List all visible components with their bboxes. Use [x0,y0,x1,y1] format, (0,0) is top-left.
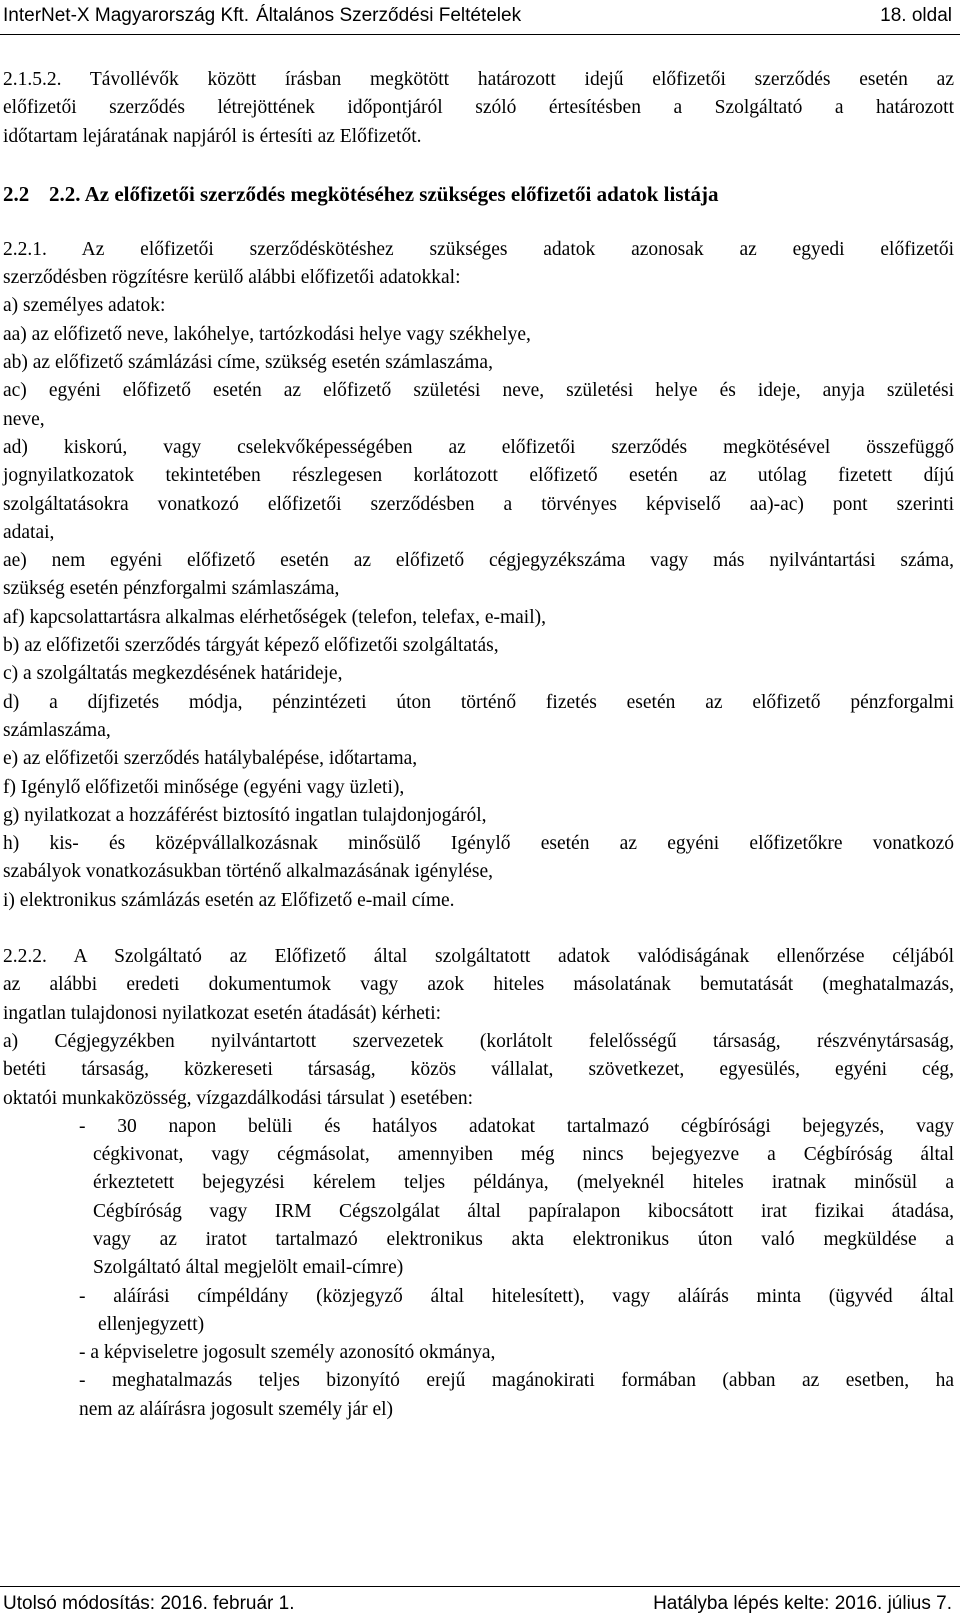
text-line: 2.2.2. A Szolgáltató az Előfizető által szolgáltatott adatok valódiságának ellenőrzése céljából [3,946,954,968]
text-line: Szolgáltató által megjelölt email-címre) [93,1257,404,1279]
dash-list-item [79,1283,954,1340]
text-line: oktatói munkaközösség, vízgazdálkodási társulat ) esetében: [3,1087,474,1109]
list-item: af) kapcsolattartásra alkalmas elérhetőségek (telefon, telefax, e-mail), [3,606,547,628]
text-line: - a képviseletre jogosult személy azonosító okmánya, [79,1342,496,1364]
page-footer [0,1590,960,1618]
text-line: Cégbíróság vagy IRM Cégszolgálat által papíralapon kibocsátott irat fizikai átadása, [93,1200,954,1222]
text-line: 2.2.1. Az előfizetői szerződéskötéshez szükséges adatok azonosak az egyedi előfizetői [3,238,954,260]
text-line: ingatlan tulajdonosi nyilatkozat esetén átadását) kérheti: [3,1002,442,1024]
header-document-title: Általános Szerződési Feltételek [256,5,522,26]
text-line: - aláírási címpéldány (közjegyző által hitelesített), vagy aláírás minta (ügyvéd által [79,1285,954,1307]
dash-list-item [79,1113,954,1283]
text-line: adatai, [3,521,55,543]
list-item: h) kis- és középvállalkozásnak minősülő Igénylő esetén az egyéni előfizetőkre vonatkozó [3,833,954,855]
text-line: neve, [3,408,45,430]
section-title: 2.2. Az előfizetői szerződés megkötéséhez szükséges előfizetői adatok listája [49,181,719,206]
paragraph-2-2-1 [3,236,954,915]
footer-last-modified: Utolsó módosítás: 2016. február 1. [3,1593,295,1614]
text-line: - meghatalmazás teljes bizonyító erejű magánokirati formában (abban az esetben, ha [79,1370,954,1392]
text-line: cégkivonat, vagy cégmásolat, amennyiben még nincs bejegyezve a Cégbíróság által [93,1144,954,1166]
text-line: szabályok vonatkozásukban történő alkalmazásának igénylése, [3,861,494,883]
text-line: nem az aláírásra jogosult személy jár el) [79,1398,394,1420]
list-item: e) az előfizetői szerződés hatálybalépése, időtartama, [3,748,418,770]
list-item: ae) nem egyéni előfizető esetén az előfizető cégjegyzékszáma vagy más nyilvántartási száma, [3,550,954,572]
page-header [0,2,960,30]
text-line: ellenjegyzett) [98,1313,205,1335]
footer-effective-date: Hatályba lépés kelte: 2016. július 7. [653,1593,952,1614]
text-line: érkeztetett bejegyzési kérelem teljes példánya, (melyeknél hiteles iratnak minősül a [93,1172,954,1194]
header-company: InterNet-X Magyarország Kft. [3,5,250,26]
list-item: ab) az előfizető számlázási címe, szükség esetén számlaszáma, [3,352,493,374]
dash-list-item [79,1367,954,1424]
list-item: a) személyes adatok: [3,295,166,317]
document-list [3,1113,954,1424]
list-item: aa) az előfizető neve, lakóhelye, tartózkodási helye vagy székhelye, [3,323,531,345]
document-body [3,66,954,1424]
text-line: - 30 napon belüli és hatályos adatokat tartalmazó cégbírósági bejegyzés, vagy [79,1115,954,1137]
text-line: jognyilatkozatok tekintetében részlegesen korlátozott előfizető esetén az utólag fizetett díjú [3,465,954,487]
text-line: szükség esetén pénzforgalmi számlaszáma, [3,578,340,600]
list-item: i) elektronikus számlázás esetén az Előfizető e-mail címe. [3,889,455,911]
text-line: időtartam lejáratának napjáról is értesíti az Előfizetőt. [3,125,422,147]
text-line: 2.1.5.2. Távollévők között írásban megkötött határozott idejű előfizetői szerződés esetén az [3,69,954,90]
list-item: g) nyilatkozat a hozzáférést biztosító ingatlan tulajdonjogáról, [3,804,487,826]
section-heading-2-2 [3,180,954,208]
paragraph-2-2-2 [3,943,954,1113]
list-item: a) Cégjegyzékben nyilvántartott szervezetek (korlátolt felelősségű társaság, részvénytársaság, [3,1030,954,1052]
paragraph-gap [3,915,954,943]
dash-list-item [79,1339,954,1367]
header-divider [0,34,960,35]
text-line: szolgáltatásokra vonatkozó előfizetői szerződésben a törvényes képviselő aa)-ac) pont szerinti [3,493,954,515]
text-line: az alábbi eredeti dokumentumok vagy azok hiteles másolatának bemutatását (meghatalmazás, [3,974,954,996]
text-line: számlaszáma, [3,719,111,741]
text-line: előfizetői szerződés létrejöttének időpontjáról szóló értesítésben a Szolgáltató a határozott [3,97,954,119]
section-number: 2.2 [3,181,30,206]
paragraph-2-1-5-2 [3,66,954,151]
list-item: c) a szolgáltatás megkezdésének határideje, [3,663,343,685]
footer-divider [0,1586,960,1587]
list-item: ad) kiskorú, vagy cselekvőképességében az előfizetői szerződés megkötésével összefüggő [3,436,954,458]
text-line: vagy az iratot tartalmazó elektronikus akta elektronikus úton való megküldése a [93,1228,954,1250]
header-page-number: 18. oldal [880,5,952,26]
text-line: szerződésben rögzítésre kerülő alábbi előfizetői adatokkal: [3,267,461,289]
text-line: betéti társaság, közkereseti társaság, közös vállalat, szövetkezet, egyesülés, egyéni cég, [3,1059,954,1081]
list-item: ac) egyéni előfizető esetén az előfizető születési neve, születési helye és ideje, anyja születési [3,380,954,402]
list-item: d) a díjfizetés módja, pénzintézeti úton történő fizetés esetén az előfizető pénzforgalmi [3,691,954,713]
list-item: f) Igénylő előfizetői minősége (egyéni vagy üzleti), [3,776,405,798]
list-item: b) az előfizetői szerződés tárgyát képező előfizetői szolgáltatás, [3,635,499,657]
